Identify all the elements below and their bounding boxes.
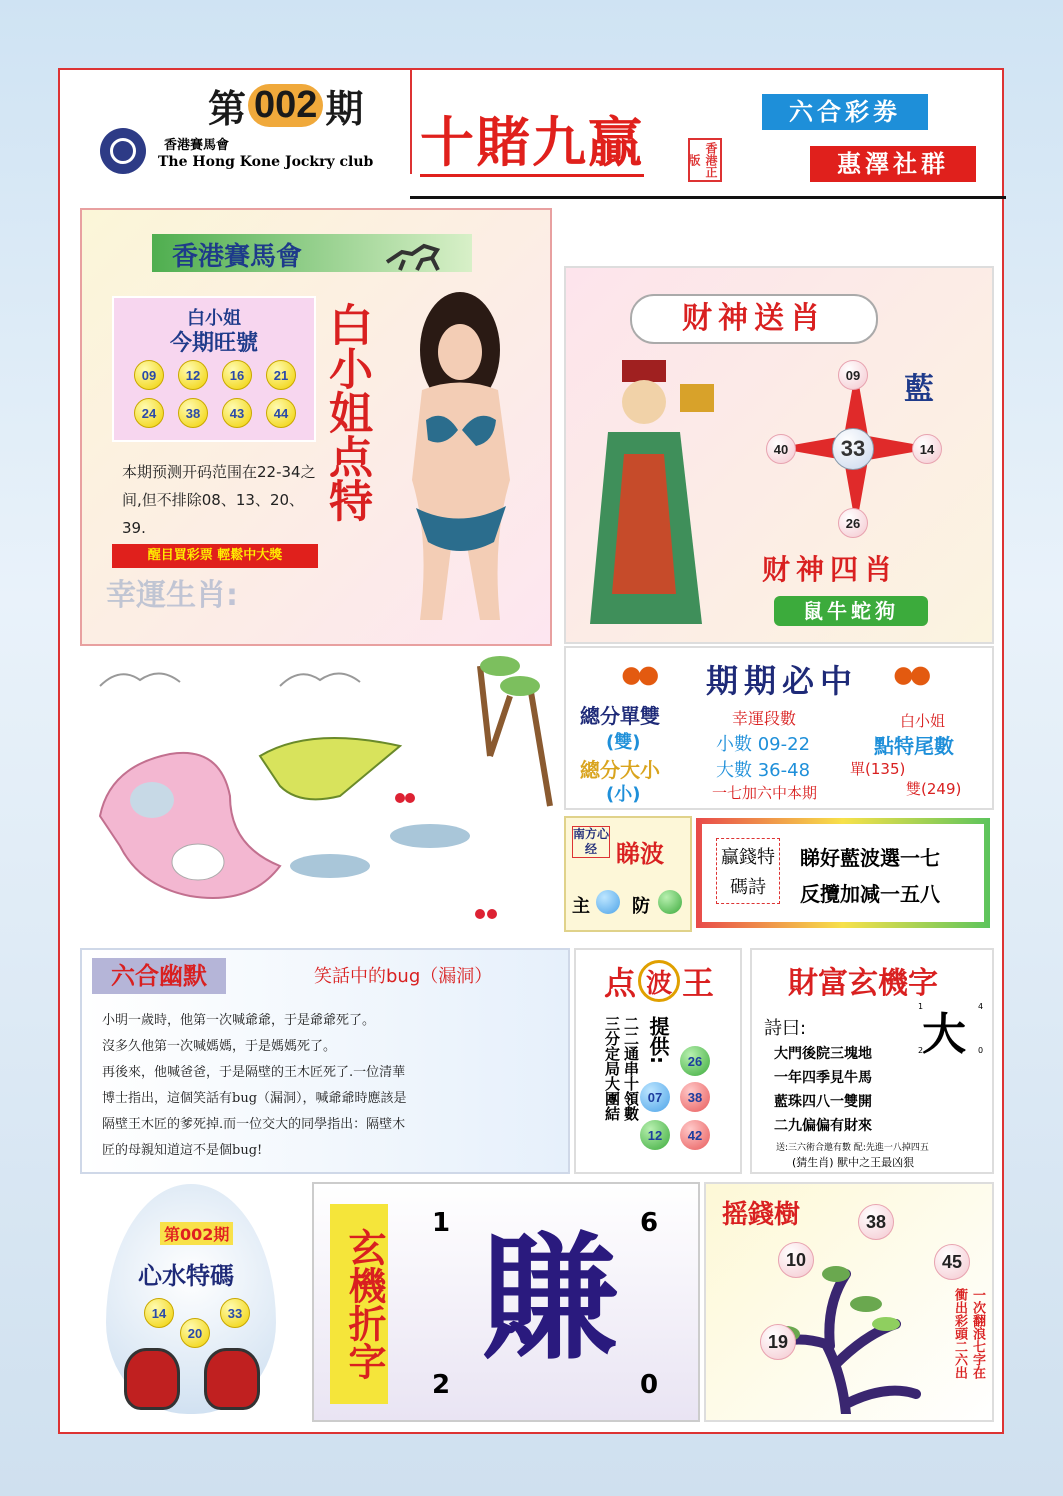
- brand-2: 惠澤社群: [810, 146, 976, 182]
- caishen-bottom: 26: [838, 508, 868, 538]
- humor-panel: [80, 948, 570, 1174]
- xinshui-panel: [80, 1182, 298, 1422]
- poem-panel: [696, 818, 990, 928]
- humor-title: 六合幽默: [92, 958, 226, 994]
- xuanji-n4: 0: [640, 1370, 659, 1400]
- bai-lucky: 幸運生肖:: [106, 578, 238, 613]
- caifu-line: 大門後院三塊地: [774, 1046, 872, 1062]
- brand-1: 六合彩劵: [762, 94, 928, 130]
- caifu-poem-label: 詩曰:: [764, 1018, 807, 1039]
- bai-number-ball: 43: [222, 398, 252, 428]
- dianbo-panel: [574, 948, 742, 1174]
- humor-subtitle: 笑話中的bug（漏洞）: [314, 966, 493, 987]
- caifu-c1: 1: [918, 1002, 924, 1011]
- issue-label: [208, 78, 363, 133]
- humor-line: 再後來，他喊爸爸，于是隔壁的王木匠死了.一位清華: [102, 1065, 406, 1080]
- tree-panel: [704, 1182, 994, 1422]
- xinshui-issue: 第002期: [160, 1222, 233, 1245]
- humor-line: 小明一歲時，他第一次喊爺爺，于是爺爺死了。: [102, 1013, 376, 1028]
- qiqi-title: 期期必中: [706, 662, 859, 700]
- caifu-c4: 0: [978, 1046, 984, 1055]
- qiqi-r2: 點特尾數: [874, 734, 954, 758]
- main-title: 十賭九贏: [420, 110, 644, 177]
- issue-number: 002: [248, 84, 323, 127]
- nanfang-title: 睇波: [616, 840, 664, 868]
- caifu-lines: [774, 1042, 872, 1138]
- caifu-line: 藍珠四八一雙開: [774, 1094, 872, 1110]
- xuanji-n2: 6: [640, 1208, 659, 1238]
- page-frame: [58, 68, 1004, 1434]
- caifu-c2: 4: [978, 1002, 984, 1011]
- xuanji-char: 賺: [482, 1221, 618, 1379]
- bai-number-ball: 16: [222, 360, 252, 390]
- qiqi-m3: 大數 36-48: [716, 760, 811, 781]
- boxing-glove-left-icon: [124, 1348, 180, 1410]
- poem-line1: 睇好藍波選一七: [800, 846, 940, 870]
- xuanji-panel: [312, 1182, 700, 1422]
- green-ball-icon: [658, 890, 682, 914]
- bai-box: [112, 296, 316, 442]
- caifu-panel: [750, 948, 994, 1174]
- bai-number-ball: 21: [266, 360, 296, 390]
- header-left: [60, 70, 412, 174]
- caifu-line: 一年四季見牛馬: [774, 1070, 872, 1086]
- genuine-badge: 香港正版: [688, 138, 722, 182]
- dianbo-col2: 二二通串十領數: [622, 1016, 640, 1121]
- caishen-color: 藍: [904, 372, 934, 407]
- dianbo-ball-1: 07: [640, 1082, 670, 1112]
- qiqi-panel: [564, 646, 994, 810]
- bai-box-title2: 今期旺號: [169, 330, 258, 356]
- bird-scene-illustration: [80, 646, 556, 928]
- caishen-right: 14: [912, 434, 942, 464]
- dianbo-ball-2: 38: [680, 1082, 710, 1112]
- caifu-note2: (猜生肖) 獸中之王最凶狠: [792, 1156, 915, 1169]
- bai-number-ball: 09: [134, 360, 164, 390]
- tree-ball-2: 45: [934, 1244, 970, 1280]
- humor-line: 隔壁王木匠的爹死掉.而一位交大的同學指出：隔壁木: [102, 1117, 406, 1132]
- tree-ball-1: 10: [778, 1242, 814, 1278]
- caishen-zodiac: 鼠牛蛇狗: [774, 596, 928, 626]
- dianbo-col3: 提供:: [646, 1016, 670, 1064]
- club-name-en: The Hong Kone Jockry club: [158, 154, 374, 170]
- tree-side2: 衝出彩頭二六出: [952, 1288, 967, 1379]
- dianbo-title-b: 波: [638, 960, 680, 1002]
- caishen-left: 40: [766, 434, 796, 464]
- poem-line2: 反攬加减一五八: [800, 882, 940, 906]
- xinshui-ball-2: 33: [220, 1298, 250, 1328]
- nanfang-a: 主: [572, 896, 590, 917]
- nanfang-panel: [564, 816, 692, 932]
- header-divider: [410, 196, 1006, 199]
- qiqi-m1: 幸運段數: [732, 709, 797, 728]
- blue-ball-icon: [596, 890, 620, 914]
- bai-vertical-title: 白小姐点特: [321, 302, 372, 522]
- xuanji-label: 玄機折字: [330, 1204, 388, 1404]
- caishen-center: 33: [832, 428, 874, 470]
- tree-side1: 一次翻浪七字在: [970, 1288, 985, 1379]
- qiqi-r3: 單(135): [850, 760, 906, 778]
- club-name-cn: 香港賽馬會: [164, 138, 230, 153]
- xuanji-n3: 2: [432, 1370, 451, 1400]
- caifu-title: 財富玄機字: [788, 966, 938, 1001]
- humor-text: [102, 1008, 558, 1164]
- jockey-logo-icon: [100, 128, 146, 174]
- dianbo-title-a: 点: [604, 964, 637, 1002]
- boxing-glove-right-icon: [204, 1348, 260, 1410]
- caishen-top: 09: [838, 360, 868, 390]
- tree-title: 摇錢樹: [722, 1200, 801, 1230]
- issue-prefix: 第: [208, 86, 247, 131]
- qiqi-r4: 雙(249): [906, 780, 962, 798]
- bai-number-ball: 38: [178, 398, 208, 428]
- caifu-line: 二九偏偏有財來: [774, 1118, 872, 1134]
- qiqi-l1: 總分單雙: [580, 704, 660, 728]
- dianbo-title: [604, 958, 714, 1004]
- dianbo-ball-3: 12: [640, 1120, 670, 1150]
- qiqi-l4: (小): [606, 784, 641, 805]
- xuanji-n1: 1: [432, 1208, 451, 1238]
- dianbo-title-c: 王: [682, 964, 715, 1002]
- dianbo-ball-4: 42: [680, 1120, 710, 1150]
- bai-number-ball: 12: [178, 360, 208, 390]
- tree-ball-3: 19: [760, 1324, 796, 1360]
- caifu-big-char: 大: [922, 1009, 966, 1060]
- nanfang-tag: 南方心经: [573, 827, 610, 856]
- qiqi-r1: 白小姐: [900, 712, 946, 730]
- caifu-c3: 2: [918, 1046, 924, 1055]
- bai-number-ball: 24: [134, 398, 164, 428]
- poem-label: 贏錢特碼詩: [716, 838, 780, 904]
- xinshui-ball-1: 20: [180, 1318, 210, 1348]
- caishen-god-figure: [584, 354, 724, 630]
- coin-icon-right: [892, 666, 930, 686]
- caishen-subtitle: 财神四肖: [762, 553, 899, 586]
- qiqi-m4: 一七加六中本期: [712, 784, 818, 802]
- qiqi-l2: (雙): [606, 732, 641, 753]
- caifu-note: 送:三六術合邀有數 配:先進一八掉四五: [776, 1143, 929, 1153]
- poem-inner: [702, 824, 984, 922]
- bai-panel: [80, 208, 552, 646]
- xinshui-title: 心水特碼: [138, 1262, 234, 1290]
- humor-line: 博士指出，這個笑話有bug（漏洞），喊爺爺時應該是: [102, 1091, 407, 1106]
- bai-note: 本期预测开码范围在22-34之间,但不排除08、13、20、39.: [122, 463, 316, 537]
- humor-line: 沒多久他第一次喊媽媽，于是媽媽死了。: [102, 1039, 337, 1054]
- tree-ball-0: 38: [858, 1204, 894, 1240]
- coin-icon: [620, 666, 658, 686]
- caishen-title: 财神送肖: [630, 294, 878, 344]
- issue-suffix: 期: [325, 86, 364, 131]
- model-photo: [382, 280, 542, 640]
- dianbo-col1: 三分定局大團結: [603, 1016, 621, 1121]
- bai-box-title1: 白小姐: [187, 308, 241, 329]
- horse-icon: [382, 232, 452, 272]
- caishen-panel: [564, 266, 994, 644]
- bai-banner-text: 香港賽馬會: [172, 242, 303, 272]
- nanfang-b: 防: [632, 896, 650, 917]
- bai-slogan: 醒目買彩票 輕鬆中大獎: [112, 544, 318, 568]
- bai-number-ball: 44: [266, 398, 296, 428]
- humor-line: 匠的母親知道這不是個bug!: [102, 1143, 263, 1158]
- xinshui-ball-0: 14: [144, 1298, 174, 1328]
- dianbo-ball-0: 26: [680, 1046, 710, 1076]
- qiqi-m2: 小數 09-22: [716, 734, 811, 755]
- qiqi-l3: 總分大小: [580, 758, 660, 782]
